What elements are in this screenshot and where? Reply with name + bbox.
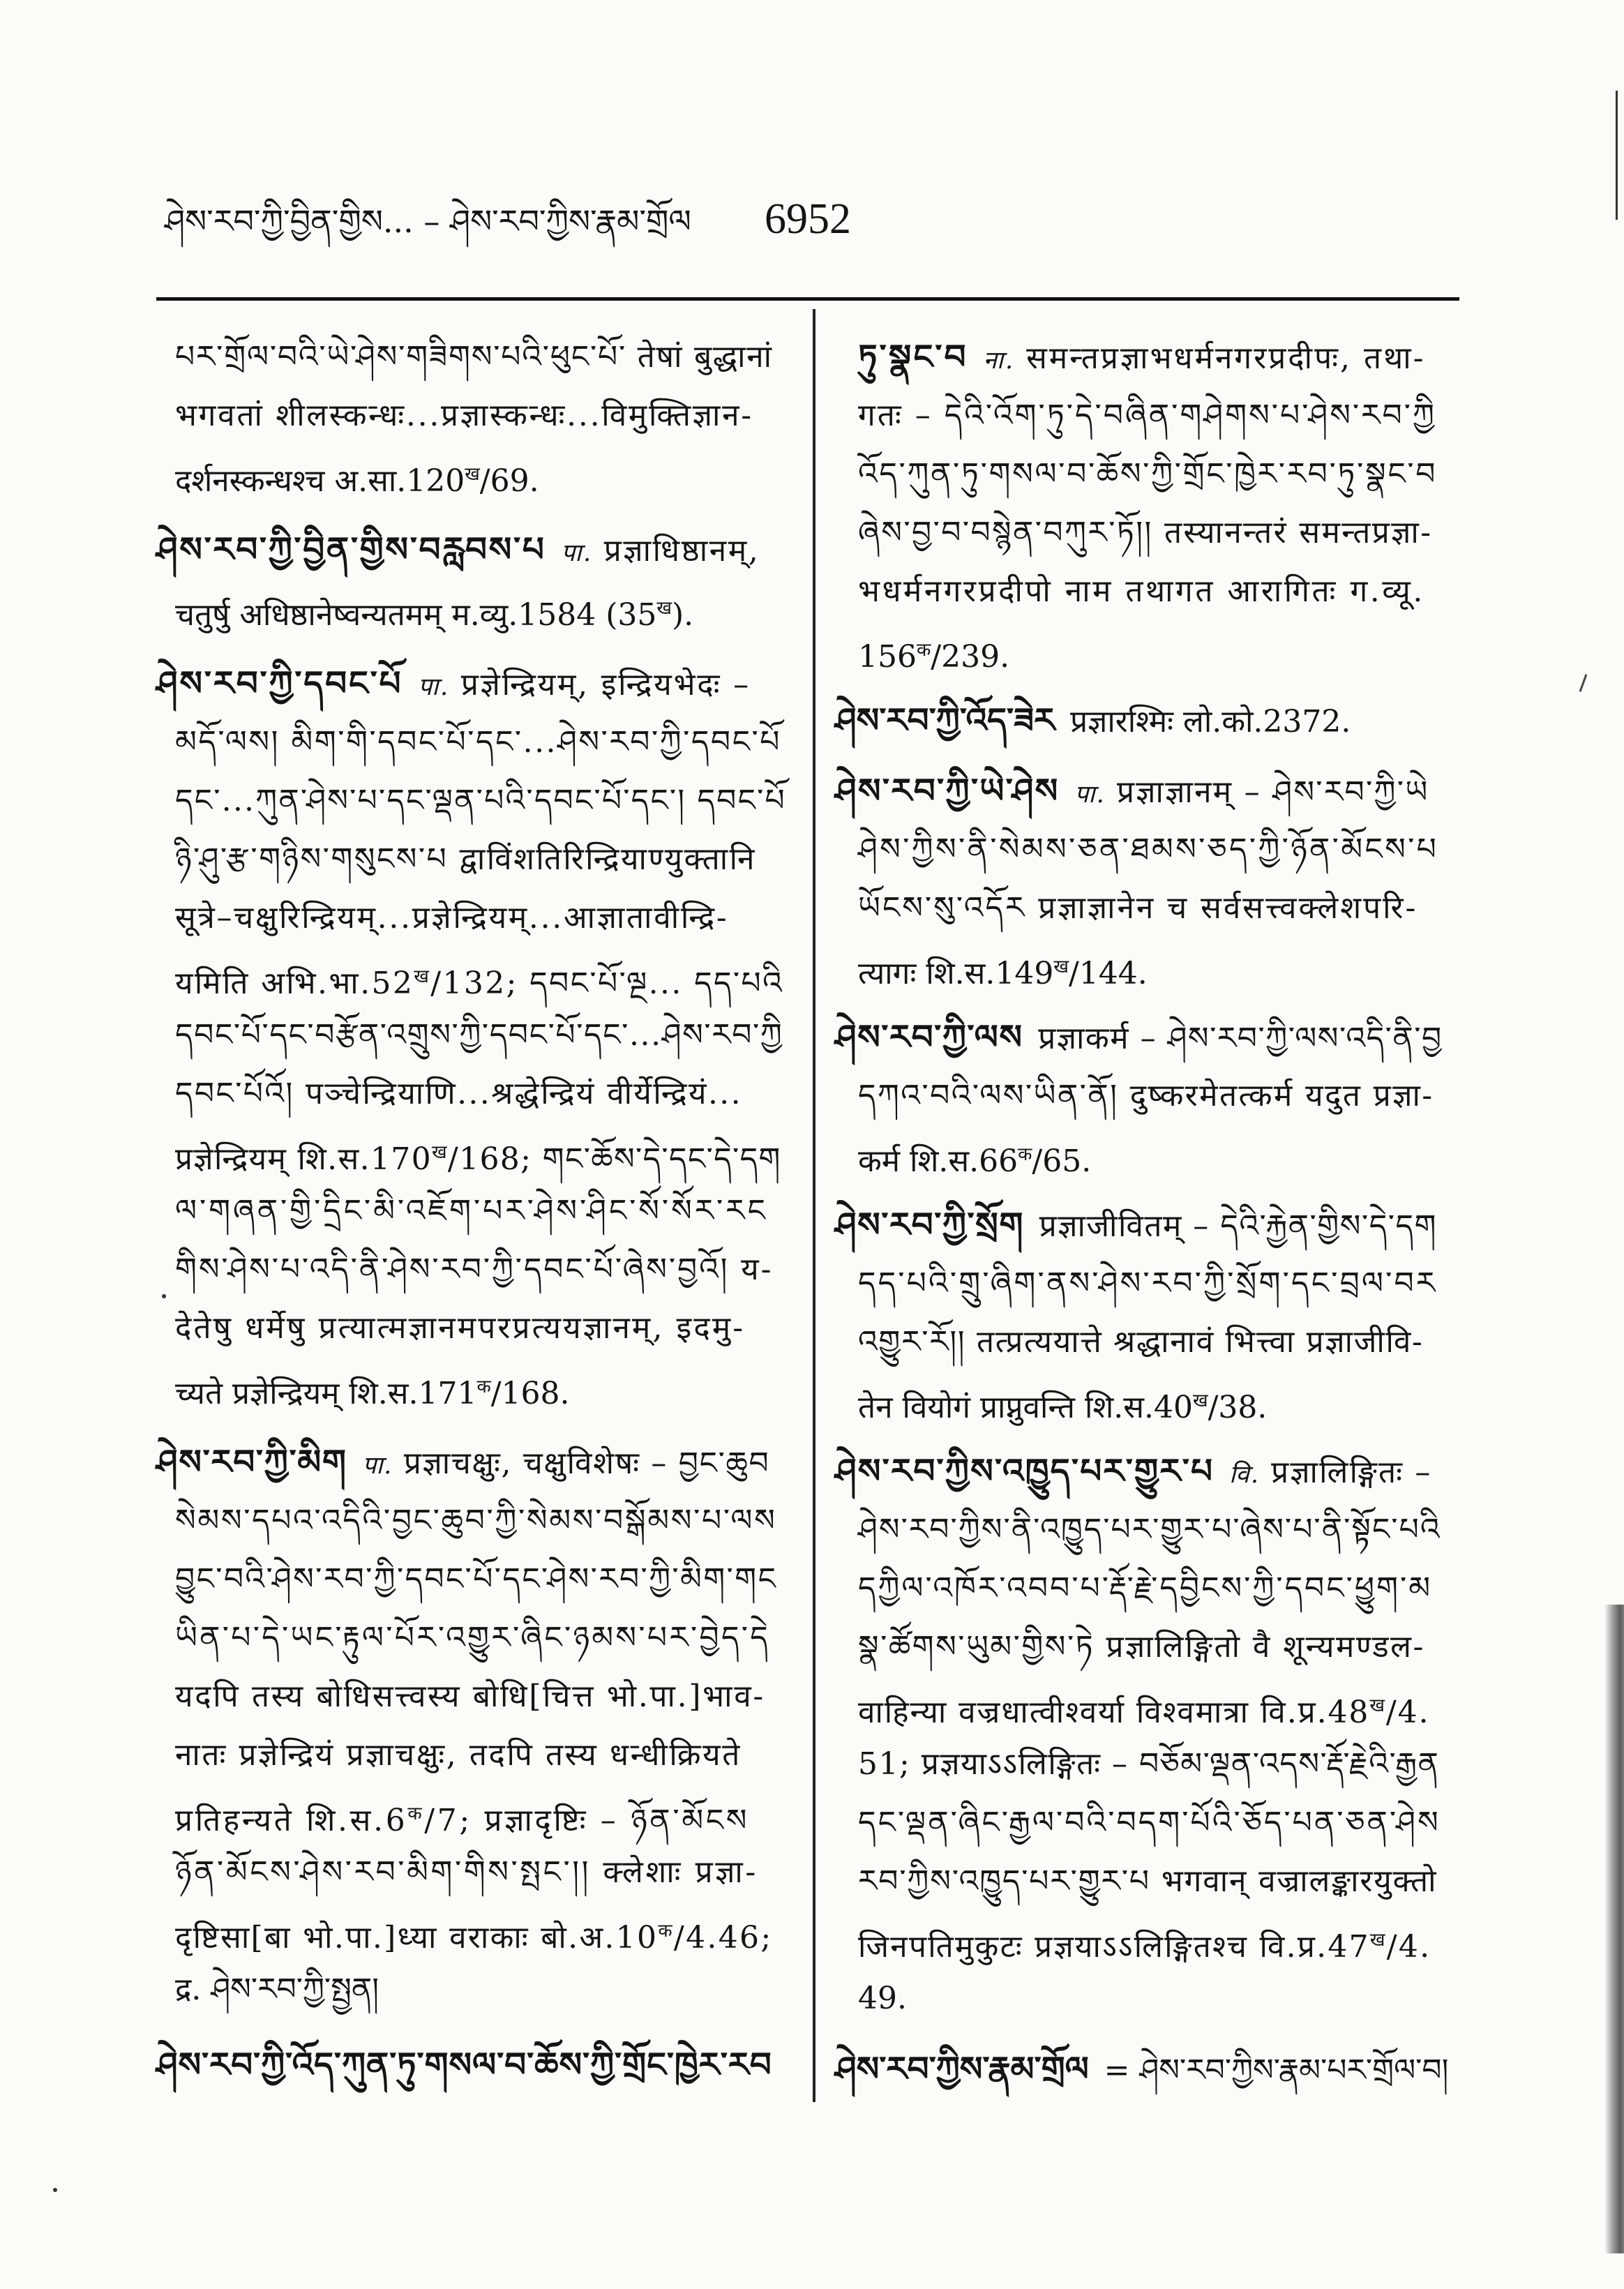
entry-line	[175, 1667, 795, 1726]
entry-text: ཡིན་པ་དེ་ཡང་རྟུལ་པོར་འགྱུར་ཞིང་ཉམས་པར་བྱེད་དེ	[175, 1620, 771, 1656]
entry-text: ཤེས་རབ་ཀྱིས་ནི་འཁྱུད་པར་གྱུར་པ་ཞེས་པ་ནི་སྟོང་པའི	[858, 1512, 1441, 1547]
entry-text: कर्म शि.स.66	[858, 1143, 1018, 1179]
dictionary-entry	[835, 1442, 1459, 2028]
entry-text: /7; प्रज्ञादृष्टिः – ཉོན་མོངས	[424, 1802, 750, 1838]
entry-line-text	[175, 1843, 758, 1902]
entry-line	[156, 654, 795, 713]
entry-line-text	[835, 691, 1351, 751]
entry-line-text	[858, 1969, 907, 2028]
entry-line-text	[175, 1902, 772, 1967]
entry-line-text	[858, 879, 1418, 938]
entry-line	[156, 2036, 795, 2094]
entry-line-text	[835, 762, 1429, 824]
entry-line-text	[175, 1550, 777, 1609]
entry-line	[858, 820, 1459, 879]
grammar-abbreviation: पा.	[362, 1451, 393, 1480]
entry-line-text	[175, 1182, 768, 1240]
entry-text: प्रज्ञेन्द्रियम्, इन्द्रियभेदः –	[460, 667, 751, 703]
entry-line	[175, 1550, 795, 1609]
running-head-text: ཤེས་རབ་ཀྱི་བྱིན་གྱིས... – ཤེས་རབ་ཀྱིས་རྣམ་གྲོལ	[165, 202, 691, 240]
entry-line	[175, 1006, 795, 1065]
folio-side-superscript: ख	[1369, 1929, 1387, 1951]
entry-line-text	[858, 1794, 1441, 1852]
entry-line-text	[175, 889, 729, 947]
entry-line	[858, 1852, 1459, 1911]
entry-line-text	[858, 1067, 1434, 1125]
entry-line-text	[835, 1442, 1432, 1504]
entry-text: བྱུང་བའི་ཤེས་རབ་ཀྱི་དབང་པོ་དང་ཤེས་རབ་ཀྱི་མིག་གང	[175, 1561, 778, 1597]
entry-text: /132; དབང་པོ་ལྔ... དད་པའི	[430, 965, 784, 1001]
entry-line-text	[175, 1065, 742, 1123]
entry-line	[858, 879, 1459, 938]
entry-line-text	[858, 1735, 1439, 1794]
entry-headword: ཤེས་རབ་ཀྱིས་རྣམ་གྲོལ	[835, 2050, 1089, 2089]
entry-line	[175, 1182, 795, 1240]
entry-line	[835, 1008, 1459, 1067]
entry-text: དད་པའི་གྲུ་ཞིག་ནས་ཤེས་རབ་ཀྱི་སྲོག་དང་བྲལ་བར	[858, 1266, 1438, 1301]
grammar-abbreviation: पा.	[1074, 780, 1106, 809]
entry-line	[156, 1433, 795, 1492]
folio-side-superscript: ख	[465, 463, 480, 485]
entry-headword: ཤེས་རབ་ཀྱི་འོད་ཟེར	[835, 701, 1055, 740]
entry-text: 156	[858, 638, 917, 675]
entry-line-text	[175, 328, 773, 386]
entry-line	[175, 445, 795, 504]
entry-line	[175, 1843, 795, 1902]
entry-text: गतः – དེའི་འོག་ཏུ་དེ་བཞིན་གཤེགས་པ་ཤེས་རབ་ཀྱི	[858, 398, 1436, 433]
grammar-abbreviation: वि.	[1229, 1460, 1261, 1489]
entry-text: यमिति अभि.भा.52	[175, 965, 414, 1001]
entry-line-text	[175, 1492, 776, 1550]
entry-text: सूत्रे–चक्षुरिन्द्रियम्...प्रज्ञेन्द्रियम्...आज्ञातावीन्द्रि-	[175, 900, 729, 936]
entry-text: /4.	[1386, 1928, 1431, 1965]
entry-text: प्रज्ञाजीवितम् – དེའི་རྐྱེན་གྱིས་དེ་དག	[1039, 1208, 1438, 1244]
entry-line-text	[858, 820, 1438, 879]
entry-line-text	[858, 621, 1009, 686]
entry-text: པར་གྲོལ་བའི་ཡེ་ཤེས་གཟིགས་པའི་ཕུང་པོ་ तेषां बुद्धानां	[175, 339, 773, 375]
entry-line-text	[175, 947, 783, 1013]
entry-line-text	[858, 562, 1425, 621]
entry-line	[858, 386, 1459, 445]
entry-line	[835, 1442, 1459, 1501]
entry-line	[858, 1559, 1459, 1618]
entry-text: གིས་ཤེས་པ་འདི་ནི་ཤེས་རབ་ཀྱི་དབང་པོ་ཞེས་བྱའོ། य-	[175, 1252, 774, 1287]
entry-line	[175, 1492, 795, 1550]
entry-line-text	[858, 386, 1436, 445]
entry-line-text	[835, 2040, 1448, 2100]
entry-line-text	[858, 1372, 1267, 1437]
entry-line	[858, 1254, 1459, 1313]
entry-text: དཀའ་བའི་ལས་ཡིན་ནོ། दुष्करमेतत्कर्म यदुत प्रज्ञा-	[858, 1078, 1434, 1113]
entry-line-text	[156, 520, 760, 583]
entry-line-text	[858, 1852, 1437, 1911]
entry-headword: ཤེས་རབ་ཀྱི་བྱིན་གྱིས་བརླབས་པ	[156, 530, 546, 569]
entry-text: प्रज्ञालिङ्गितः –	[1271, 1455, 1432, 1490]
entry-headword: ཤེས་རབ་ཀྱི་འོད་ཀུན་ཏུ་གསལ་བ་ཆོས་ཀྱི་གྲོང་ཁྱེར་རབ	[156, 2046, 772, 2085]
entry-line-text	[175, 445, 539, 511]
entry-text: 51; प्रज्ञयाऽऽलिङ्गितः – བཅོམ་ལྡན་འདས་རྡོ་རྗེའི་རྒྱན	[858, 1746, 1440, 1782]
entry-line	[175, 1785, 795, 1843]
entry-headword: ཤེས་རབ་ཀྱི་མིག	[156, 1443, 347, 1482]
entry-headword: ཤེས་རབ་ཀྱི་སྲོག	[835, 1206, 1024, 1245]
entry-line	[835, 2040, 1459, 2099]
entry-text: यदपि तस्य बोधिसत्त्वस्य बोधि[चित्त भो.पा.]भाव-	[175, 1679, 765, 1714]
right-column	[835, 328, 1459, 2099]
dictionary-entry	[156, 520, 795, 638]
entry-text: द्र. ཤེས་རབ་ཀྱི་སྤྱན།	[175, 1972, 379, 2007]
entry-text: ).	[671, 596, 694, 633]
entry-line	[858, 1735, 1459, 1794]
entry-headword: ཤེས་རབ་ཀྱིས་འཁྱུད་པར་གྱུར་པ	[835, 1452, 1215, 1491]
entry-text: /168; གང་ཆོས་དེ་དང་དེ་དག	[447, 1141, 781, 1177]
entry-text: ཤེས་ཀྱིས་ནི་སེམས་ཅན་ཐམས་ཅད་ཀྱི་ཉོན་མོངས་པ	[858, 832, 1439, 867]
entry-text: འགྱུར་རོ།། तत्प्रत्ययात्ते श्रद्धानावं भित्त्वा प्रज्ञाजीवि-	[858, 1324, 1424, 1360]
entry-text: प्रज्ञेन्द्रियम् शि.स.170	[175, 1141, 432, 1177]
entry-text: प्रज्ञाचक्षुः, चक्षुविशेषः – བྱང་ཆུབ	[403, 1446, 770, 1481]
entry-text: वाहिन्या वज्रधात्वीश्वर्या विश्वमात्रा वि.प्र.48	[858, 1694, 1370, 1730]
entry-text: /168.	[490, 1375, 570, 1411]
folio-side-superscript: क	[407, 1803, 425, 1824]
entry-text: प्रज्ञाकर्म – ཤེས་རབ་ཀྱི་ལས་འདི་ནི་བྱ	[1038, 1021, 1443, 1056]
entry-text: རབ་ཀྱིས་འཁྱུད་པར་གྱུར་པ भगवान् वज्रालङ्कारयुक्तो	[858, 1863, 1438, 1899]
entry-line-text	[858, 1911, 1431, 1976]
scan-edge-shadow	[1604, 1605, 1624, 2253]
entry-text: भगवतां शीलस्कन्धः...प्रज्ञास्कन्धः...विमुक्तिज्ञान-	[175, 398, 753, 433]
entry-text: སེམས་དཔའ་འདིའི་བྱང་ཆུབ་ཀྱི་སེམས་བསྒོམས་པ་ལས	[175, 1503, 777, 1538]
entry-line-text	[858, 1676, 1430, 1742]
entry-text: ཞེས་བྱ་བ་བསྙེན་བཀུར་ཏོ།། तस्यानन्तरं समन्तप्रज्ञा-	[858, 515, 1433, 550]
entry-line	[175, 386, 795, 445]
entry-line	[858, 1676, 1459, 1735]
entry-text: /144.	[1068, 955, 1148, 991]
folio-side-superscript: ख	[656, 597, 672, 619]
entry-line	[858, 1911, 1459, 1969]
entry-text: प्रज्ञाधिष्ठानम्,	[603, 533, 760, 569]
folio-side-superscript: क	[916, 639, 931, 661]
entry-line-text	[858, 504, 1432, 562]
entry-line-text	[175, 1960, 379, 2019]
entry-line-text	[175, 1785, 749, 1850]
entry-line	[858, 1313, 1459, 1372]
entry-line	[175, 1726, 795, 1785]
entry-text: དབང་པོའོ། पञ्चेन्द्रियाणि...श्रद्धेन्द्रियं वीर्येन्द्रियं...	[175, 1076, 743, 1111]
entry-line	[175, 1123, 795, 1182]
entry-line-text	[175, 1726, 742, 1785]
entry-line	[835, 691, 1459, 750]
entry-line-text	[858, 1501, 1441, 1559]
entry-line	[175, 772, 795, 830]
entry-line	[858, 1067, 1459, 1125]
scan-edge-mark	[1616, 91, 1618, 220]
header-rule	[156, 297, 1459, 301]
dictionary-entry	[835, 762, 1459, 996]
entry-text: च्यते प्रज्ञेन्द्रियम् शि.स.171	[175, 1375, 477, 1411]
entry-line-text	[858, 445, 1437, 504]
entry-headword: ཤེས་རབ་ཀྱི་ལས	[835, 1018, 1023, 1057]
dictionary-entry	[835, 691, 1459, 750]
entry-text: देतेषु धर्मेषु प्रत्यात्मज्ञानमपरप्रत्ययज्ञानम्, इदमु-	[175, 1310, 746, 1346]
entry-line-text	[175, 1667, 765, 1726]
entry-line	[858, 328, 1459, 386]
entry-line-text	[175, 579, 693, 645]
entry-line-text	[858, 328, 1426, 390]
entry-line	[175, 328, 795, 386]
folio-side-superscript: ख	[1193, 1390, 1208, 1411]
entry-text: ལ་གཞན་གྱི་དྲིང་མི་འཇོག་པར་ཤེས་ཤིང་སོ་སོར་རང	[175, 1193, 768, 1229]
left-column	[156, 328, 795, 2094]
folio-side-superscript: ख	[414, 966, 431, 987]
entry-text: སྣ་ཚོགས་ཡུམ་གྱིས་ཏེ प्रज्ञालिङ्गितो वै शून्यमण्डल-	[858, 1629, 1425, 1665]
entry-text: प्रज्ञारश्मिः लो.को.2372.	[1070, 704, 1351, 740]
entry-text: /38.	[1208, 1389, 1268, 1425]
entry-text: 49.	[858, 1981, 907, 2016]
entry-line-text	[156, 654, 751, 716]
entry-line-text	[175, 1358, 570, 1423]
entry-line	[858, 445, 1459, 504]
entry-text: समन्तप्रज्ञाभधर्मनगरप्रदीपः, तथा-	[1026, 340, 1426, 376]
folio-side-superscript: क	[658, 1920, 674, 1942]
entry-line	[175, 1609, 795, 1667]
entry-text: त्यागः शि.स.149	[858, 955, 1054, 991]
entry-line-text	[175, 1240, 773, 1299]
entry-headword: ཏུ་སྣང་བ	[858, 338, 968, 377]
entry-headword: ཤེས་རབ་ཀྱི་ཡེ་ཤེས	[835, 772, 1060, 811]
entry-line	[175, 713, 795, 772]
entry-line-text	[858, 1254, 1437, 1313]
entry-text: नातः प्रज्ञेन्द्रियं प्रज्ञाचक्षुः, तदपि तस्य धन्धीक्रियते	[175, 1737, 742, 1773]
entry-line	[175, 1358, 795, 1416]
entry-text: ཉོན་མོངས་ཤེས་རབ་མིག་གིས་སྤང་།། क्लेशाः प्रज्ञा-	[175, 1854, 758, 1890]
entry-text: /239.	[931, 638, 1010, 675]
grammar-abbreviation: ना.	[983, 346, 1016, 375]
entry-line	[175, 947, 795, 1006]
entry-line	[175, 1902, 795, 1960]
dictionary-entry	[835, 1008, 1459, 1184]
entry-text: འོད་ཀུན་ཏུ་གསལ་བ་ཆོས་ཀྱི་གྲོང་ཁྱེར་རབ་ཏུ་སྣང་བ	[858, 456, 1438, 492]
entry-text: དང་ལྡན་ཞིང་རྒྱལ་བའི་བདག་པོའི་ཅོད་པན་ཅན་ཤེས	[858, 1805, 1441, 1840]
entry-text: /69.	[479, 463, 539, 499]
entry-text: दृष्टिसा[बा भो.पा.]ध्या वराकाः बो.अ.10	[175, 1919, 659, 1956]
entry-line-text	[858, 1559, 1432, 1618]
entry-line	[175, 1299, 795, 1358]
entry-line-text	[175, 1299, 745, 1358]
entry-line	[858, 1794, 1459, 1852]
entry-line	[858, 1618, 1459, 1676]
scan-speck	[162, 1294, 166, 1298]
entry-text: /4.46;	[673, 1919, 773, 1956]
entry-text: ཉི་ཤུ་རྩ་གཉིས་གསུངས་པ द्वाविंशतिरिन्द्रियाण्युक्तानि	[175, 841, 756, 877]
entry-line	[858, 1372, 1459, 1430]
entry-line-text	[175, 713, 781, 772]
entry-text: ཡོངས་སུ་འདོར प्रज्ञाज्ञानेन च सर्वसत्त्वक्लेशपरि-	[858, 890, 1418, 926]
folio-side-superscript: क	[1018, 1143, 1032, 1165]
entry-line	[175, 579, 795, 638]
entry-line	[175, 830, 795, 889]
entry-line-text	[156, 1433, 769, 1495]
entry-line	[175, 1240, 795, 1299]
entry-line-text	[175, 772, 786, 830]
entry-line-text	[175, 830, 756, 889]
page-number: 6952	[765, 195, 851, 243]
folio-side-superscript: क	[476, 1376, 491, 1397]
scan-mark	[1579, 674, 1588, 691]
entry-line-text	[156, 2036, 787, 2096]
entry-line	[858, 504, 1459, 562]
grammar-abbreviation: पा.	[418, 673, 450, 701]
entry-line-text	[175, 1123, 781, 1189]
entry-line-text	[175, 1609, 770, 1667]
entry-text: /65.	[1032, 1143, 1092, 1179]
entry-line	[835, 762, 1459, 820]
scan-speck	[53, 2188, 57, 2192]
folio-side-superscript: ख	[431, 1141, 448, 1163]
entry-line	[858, 562, 1459, 621]
entry-text: प्रतिहन्यते शि.स.6	[175, 1802, 408, 1838]
entry-line-text	[175, 386, 753, 445]
column-divider	[813, 309, 815, 2102]
folio-side-superscript: ख	[1369, 1695, 1386, 1716]
entry-text: दर्शनस्कन्धश्च अ.सा.120	[175, 463, 465, 499]
entry-line	[858, 1969, 1459, 2028]
running-head	[165, 197, 709, 246]
dictionary-entry	[156, 654, 795, 1416]
entry-line-text	[858, 1618, 1425, 1676]
entry-line	[156, 520, 795, 579]
entry-line	[175, 889, 795, 947]
entry-line	[858, 938, 1459, 996]
entry-text: जिनपतिमुकुटः प्रज्ञयाऽऽलिङ्गितश्च वि.प्र.47	[858, 1928, 1370, 1965]
entry-text: དང་...ཀུན་ཤེས་པ་དང་ལྡན་པའི་དབང་པོ་དང་། དབང་པོ	[175, 783, 786, 818]
entry-text: तेन वियोगं प्राप्नुवन्ति शि.स.40	[858, 1389, 1193, 1425]
entry-line-text	[858, 1313, 1424, 1372]
grammar-abbreviation: पा.	[561, 539, 593, 567]
entry-text: དབང་པོ་དང་བརྩོན་འགྲུས་ཀྱི་དབང་པོ་དང་...ཤེས་རབ་ཀྱི	[175, 1017, 783, 1053]
entry-line	[835, 1196, 1459, 1254]
entry-line-text	[858, 938, 1148, 1003]
entry-line-text	[835, 1008, 1443, 1068]
entry-text: /4.	[1385, 1694, 1430, 1730]
entry-line-text	[175, 1006, 783, 1065]
dictionary-entry	[835, 1196, 1459, 1430]
entry-line	[175, 1065, 795, 1123]
entry-text: དཀྱིལ་འཁོར་འབབ་པ་རྡོ་རྗེ་དབྱིངས་ཀྱི་དབང་ཕྱུག་མ	[858, 1570, 1433, 1606]
entry-text: चतुर्षु अधिष्ठानेष्वन्यतमम् म.व्यु.1584 (35	[175, 596, 657, 633]
entry-line	[175, 1960, 795, 2019]
folio-side-superscript: ख	[1053, 956, 1069, 977]
dictionary-entry	[156, 328, 795, 504]
entry-line-text	[858, 1125, 1091, 1191]
dictionary-entry	[156, 2036, 795, 2094]
dictionary-entry	[835, 328, 1459, 680]
entry-headword: ཤེས་རབ་ཀྱི་དབང་པོ	[156, 664, 403, 703]
entry-line-text	[835, 1196, 1437, 1256]
entry-text: = ཤེས་རབ་ཀྱིས་རྣམ་པར་གྲོལ་བ།	[1104, 2052, 1449, 2088]
dictionary-entry	[835, 2040, 1459, 2099]
dictionary-entry	[156, 1433, 795, 2019]
entry-text: प्रज्ञाज्ञानम् – ཤེས་རབ་ཀྱི་ཡེ	[1116, 774, 1429, 810]
entry-text: भधर्मनगरप्रदीपो नाम तथागत आरागितः ग.व्यू.	[858, 573, 1425, 609]
entry-line	[858, 1125, 1459, 1184]
entry-line	[858, 1501, 1459, 1559]
entry-line	[858, 621, 1459, 680]
entry-text: མདོ་ལས། མིག་གི་དབང་པོ་དང་...ཤེས་རབ་ཀྱི་དབང་པོ	[175, 724, 781, 760]
